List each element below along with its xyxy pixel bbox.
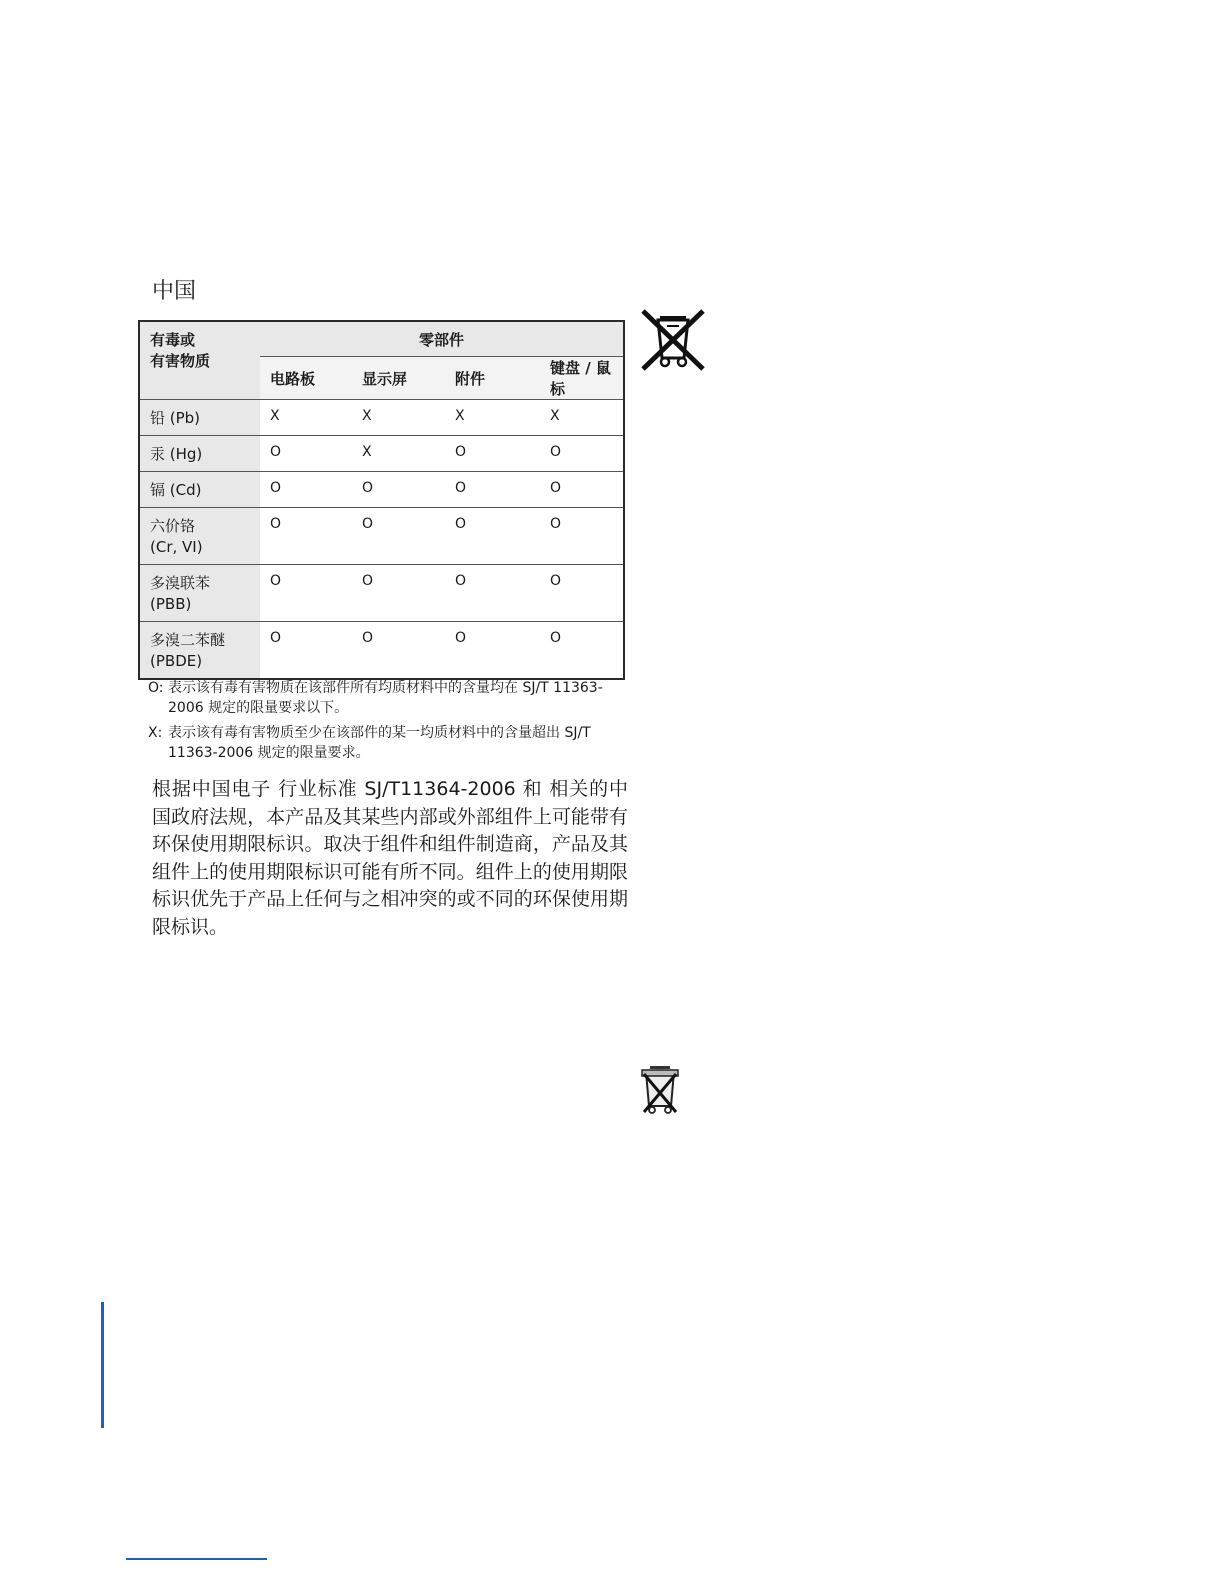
row-label-text: 汞 (Hg) <box>150 445 203 463</box>
table-row <box>139 622 624 680</box>
row-label-pbb <box>139 565 260 622</box>
note-text: 表示该有毒有害物质在该部件所有均质材料中的含量均在 SJ/T 11363-2006 规定的限量要求以下。 <box>168 680 603 716</box>
hazardous-substance-table <box>138 320 625 680</box>
eco-period-paragraph: 根据中国电子 行业标准 SJ/T11364-2006 和 相关的中国政府法规，本产品及其某些内部或外部组件上可能带有环保使用期限标识。取决于组件和组件制造商，产品及其组件上的使用期限标识可能有所不同。组件上的使用期限标识优先于产品上任何与之相冲突的或不同的环保使用期限标识。 <box>152 778 628 938</box>
table-row <box>139 508 624 565</box>
table-cell: O <box>352 508 445 565</box>
row-label-text: 多溴二苯醚 <box>150 631 226 649</box>
table-cell: O <box>352 565 445 622</box>
table-cell: O <box>260 565 352 622</box>
column-header-accessories: 附件 <box>445 357 540 400</box>
crossed-out-wheelie-bin-icon <box>640 308 706 372</box>
note-o <box>148 678 628 718</box>
row-label-text: 多溴联苯 <box>150 574 211 592</box>
table-cell: O <box>445 622 540 680</box>
crossed-out-battery-bin-icon <box>638 1064 682 1118</box>
table-cell: X <box>260 400 352 436</box>
table-cell: O <box>260 508 352 565</box>
note-key: O: <box>148 680 164 696</box>
table-cell: O <box>445 508 540 565</box>
table-row <box>139 400 624 436</box>
table-cell: O <box>540 622 624 680</box>
row-label-text: 六价铬 <box>150 517 196 535</box>
table-cell: O <box>352 472 445 508</box>
table-cell: O <box>540 436 624 472</box>
substance-header-line-1: 有毒或 <box>150 331 196 349</box>
table-cell: O <box>260 436 352 472</box>
substance-header <box>139 321 260 400</box>
footer-rule <box>126 1558 267 1560</box>
table-cell: O <box>445 436 540 472</box>
table-cell: X <box>445 400 540 436</box>
table-cell: X <box>540 400 624 436</box>
table-cell: O <box>540 472 624 508</box>
table-cell: O <box>445 472 540 508</box>
table-cell: X <box>352 436 445 472</box>
table-cell: O <box>260 472 352 508</box>
row-label-mercury <box>139 436 260 472</box>
row-label-cadmium <box>139 472 260 508</box>
note-x <box>148 723 628 763</box>
row-label-formula: (Cr, VI) <box>150 538 203 556</box>
row-label-text: 铅 (Pb) <box>150 409 201 427</box>
section-title: 中国 <box>152 279 197 304</box>
table-cell: O <box>260 622 352 680</box>
table-row <box>139 565 624 622</box>
substance-header-line-2: 有害物质 <box>150 352 211 370</box>
row-label-pbde <box>139 622 260 680</box>
column-header-display: 显示屏 <box>352 357 445 400</box>
parts-header: 零部件 <box>260 321 624 357</box>
column-header-keyboard-mouse: 键盘 / 鼠标 <box>540 357 624 400</box>
row-label-formula: (PBB) <box>150 595 192 613</box>
row-label-hexavalent-chromium <box>139 508 260 565</box>
table-cell: O <box>445 565 540 622</box>
table-row <box>139 436 624 472</box>
column-header-circuit-board: 电路板 <box>260 357 352 400</box>
row-label-lead <box>139 400 260 436</box>
table-row <box>139 472 624 508</box>
note-key: X: <box>148 725 163 741</box>
note-text: 表示该有毒有害物质至少在该部件的某一均质材料中的含量超出 SJ/T 11363-2006 规定的限量要求。 <box>168 725 591 761</box>
table-cell: X <box>352 400 445 436</box>
table-cell: O <box>540 565 624 622</box>
table-cell: O <box>352 622 445 680</box>
margin-accent-bar <box>101 1302 104 1428</box>
row-label-formula: (PBDE) <box>150 652 203 670</box>
row-label-text: 镉 (Cd) <box>150 481 202 499</box>
table-cell: O <box>540 508 624 565</box>
